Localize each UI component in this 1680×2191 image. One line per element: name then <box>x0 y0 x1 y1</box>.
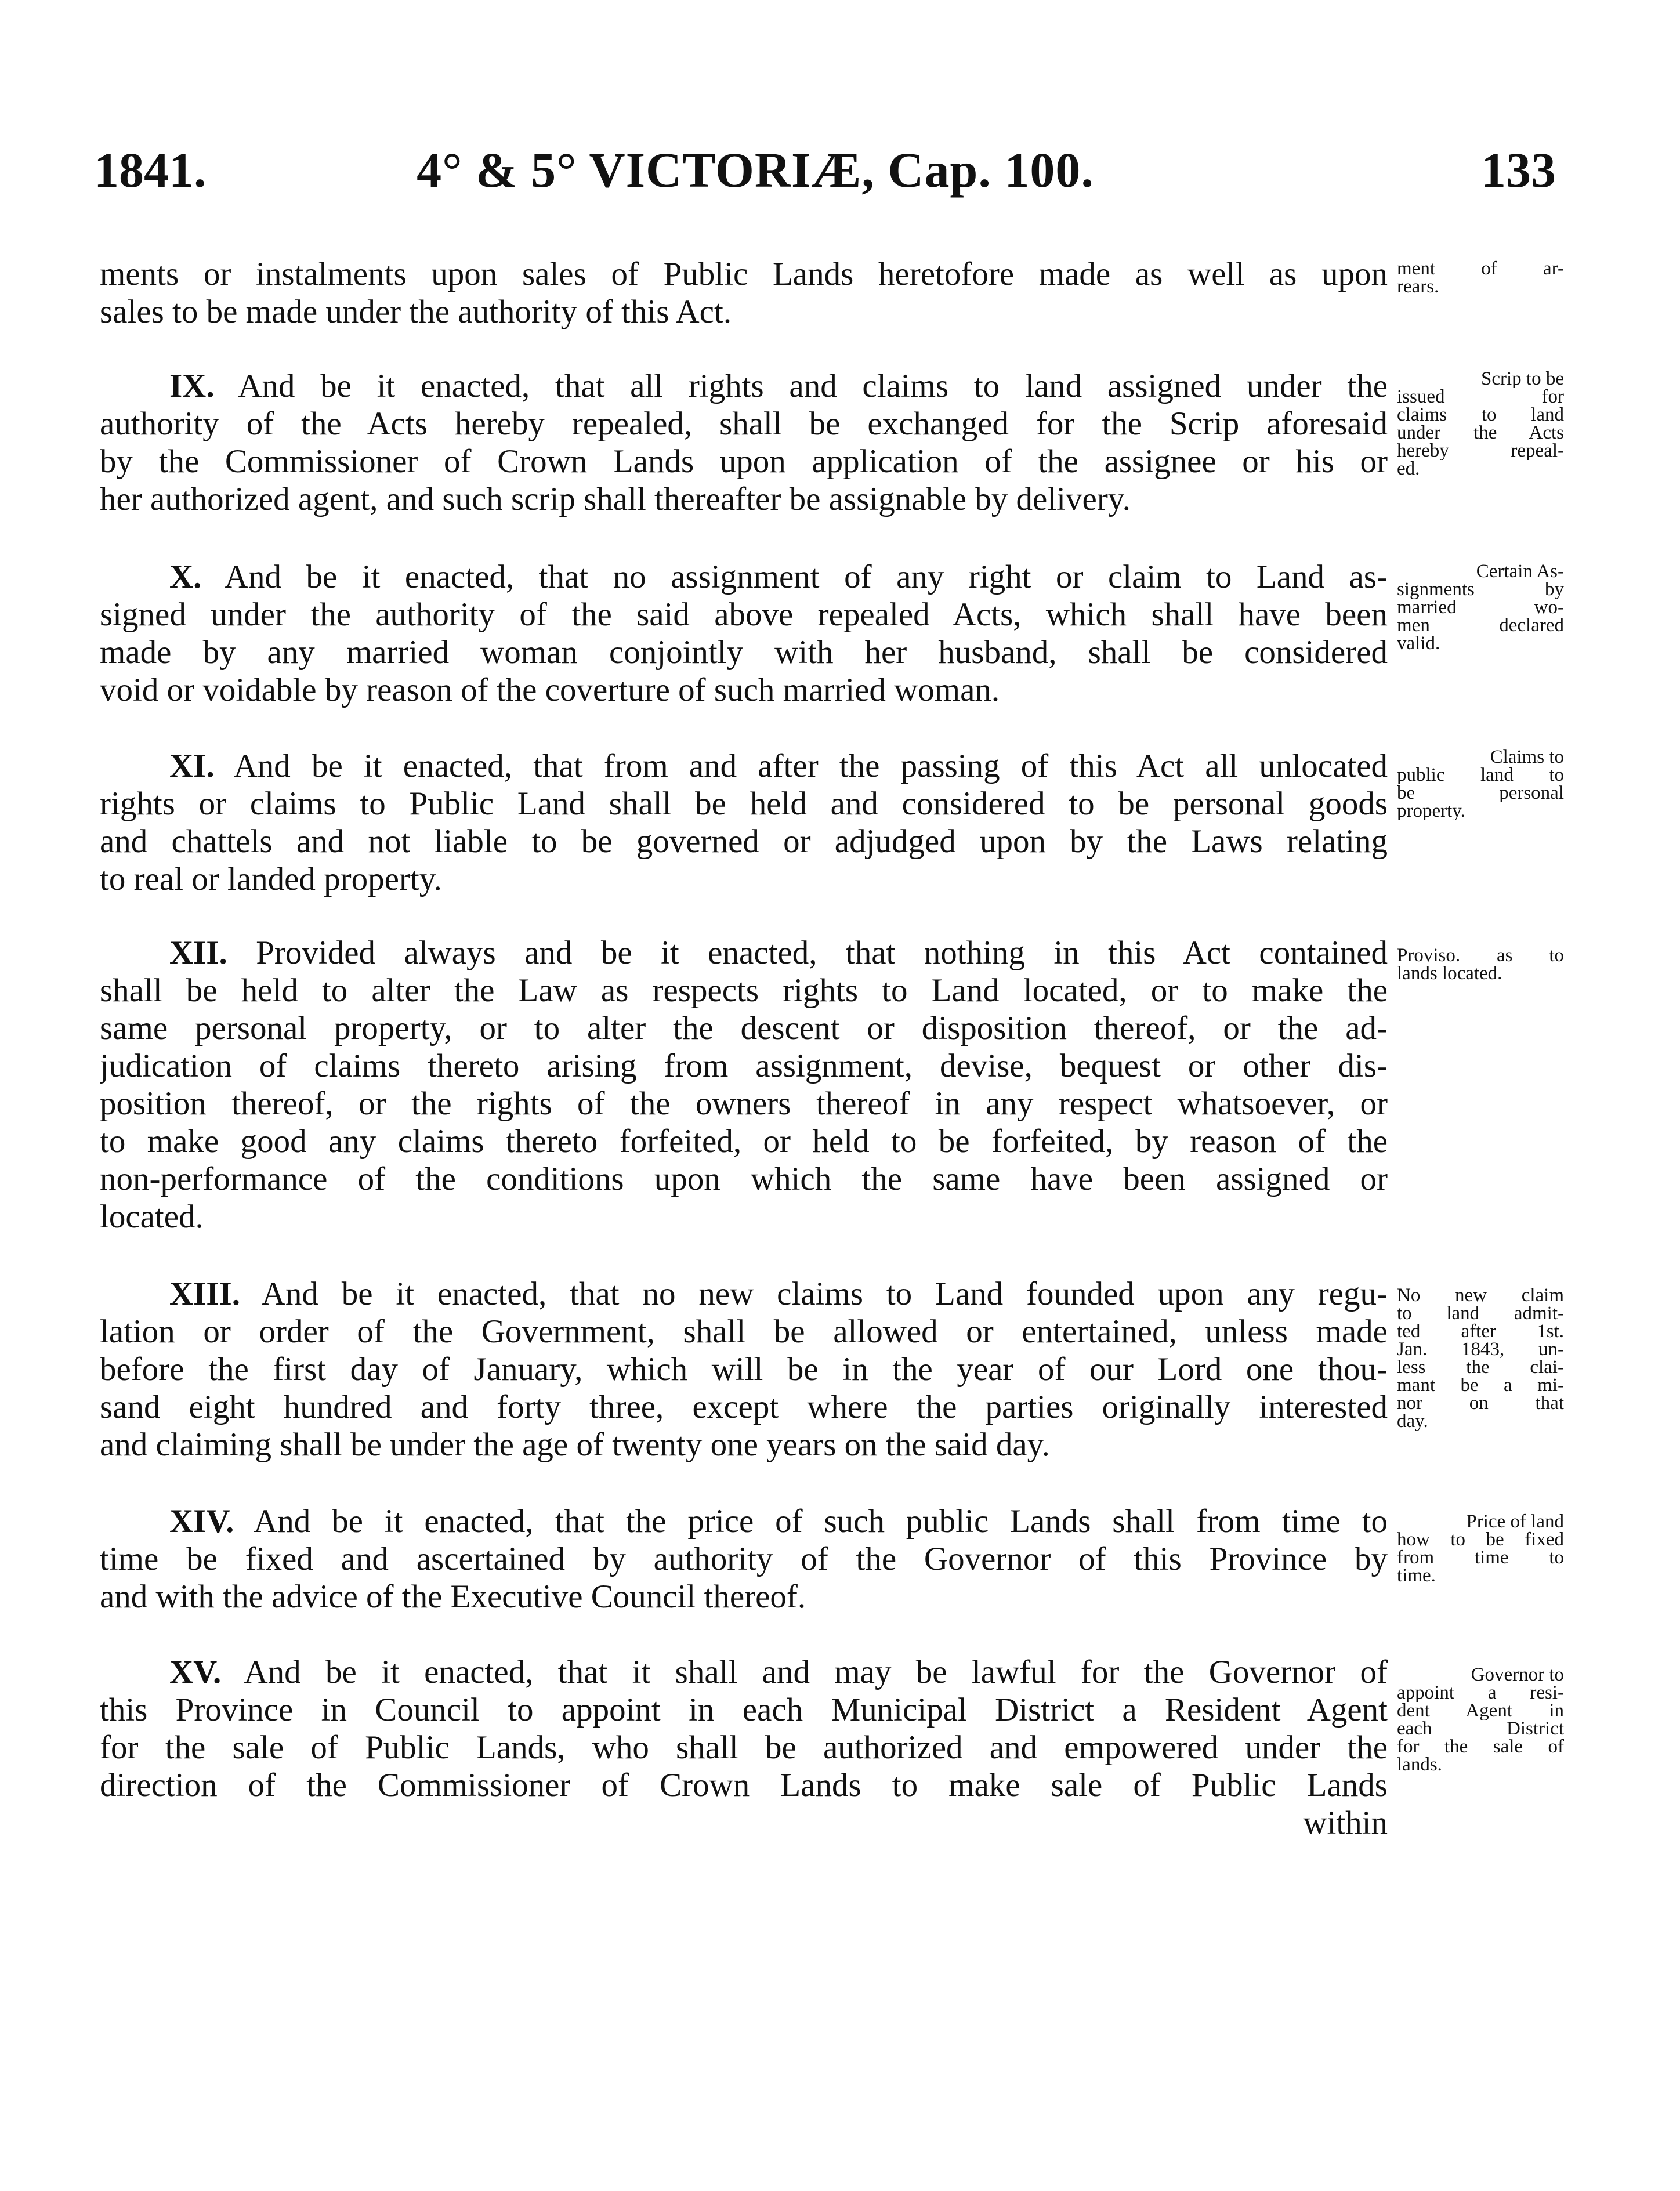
header-title: 4° & 5° VICTORIÆ, Cap. 100. <box>417 142 1094 198</box>
text-line: this Province in Council to appoint in each Municipal District a Resident Agent <box>100 1692 1388 1728</box>
note-line: married wo- <box>1397 599 1564 617</box>
text-line: XIV. And be it enacted, that the price of such public Lands shall from time to <box>169 1503 1388 1540</box>
note-line: under the Acts <box>1397 424 1564 442</box>
text-line: for the sale of Public Lands, who shall be authorized and empowered under the <box>100 1729 1388 1766</box>
section-numeral: X. <box>169 559 202 595</box>
running-header <box>94 138 1556 208</box>
note-line: issued for <box>1397 388 1564 406</box>
note-line: No new claim <box>1397 1287 1564 1305</box>
section-xiii <box>100 1275 1388 1464</box>
note-line: lands. <box>1397 1756 1442 1774</box>
note-line: time. <box>1397 1567 1436 1585</box>
note-line: valid. <box>1397 635 1440 653</box>
note-line: Certain As- <box>1476 563 1564 581</box>
note-line: mant be a mi- <box>1397 1377 1564 1395</box>
text-line: to make good any claims thereto forfeited, or held to be forfeited, by reason of the <box>100 1123 1388 1160</box>
text-line: signed under the authority of the said above repealed Acts, which shall have been <box>100 596 1388 633</box>
note-line: Claims to <box>1490 748 1564 766</box>
text-line: and with the advice of the Executive Council thereof. <box>100 1578 806 1615</box>
section-ix <box>100 367 1388 518</box>
margin-note-xii <box>1397 947 1564 983</box>
note-line: less the clai- <box>1397 1359 1564 1377</box>
continuation-paragraph <box>100 255 1388 331</box>
note-line: Price of land <box>1466 1513 1564 1531</box>
note-line: nor on that <box>1397 1395 1564 1413</box>
text-line: authority of the Acts hereby repealed, shall be exchanged for the Scrip aforesaid <box>100 405 1388 442</box>
note-line: property. <box>1397 802 1465 820</box>
section-xii <box>100 934 1388 1236</box>
note-line: rears. <box>1397 278 1439 296</box>
text-line: rights or claims to Public Land shall be held and considered to be personal goods <box>100 785 1388 822</box>
note-line: to land admit- <box>1397 1305 1564 1323</box>
text-line: judication of claims thereto arising from assignment, devise, bequest or other dis- <box>100 1048 1388 1084</box>
note-line: Governor to <box>1471 1666 1564 1684</box>
section-numeral: XIII. <box>169 1276 240 1312</box>
page-number: 133 <box>1481 142 1556 198</box>
note-line: Jan. 1843, un- <box>1397 1341 1564 1359</box>
text-line: non-performance of the conditions upon which the same have been assigned or <box>100 1161 1388 1197</box>
note-line: Proviso. as to <box>1397 947 1564 965</box>
section-numeral: XII. <box>169 935 227 971</box>
section-numeral: XV. <box>169 1654 222 1690</box>
note-line: ted after 1st. <box>1397 1323 1564 1341</box>
note-line: from time to <box>1397 1549 1564 1567</box>
note-line: hereby repeal- <box>1397 442 1564 460</box>
text-line: made by any married woman conjointly with her husband, shall be considered <box>100 634 1388 671</box>
section-x <box>100 558 1388 709</box>
text-line: position thereof, or the rights of the owners thereof in any respect whatsoever, or <box>100 1085 1388 1122</box>
text-line: void or voidable by reason of the coverture of such married woman. <box>100 672 1000 708</box>
note-line: Scrip to be <box>1481 370 1564 388</box>
note-line: how to be fixed <box>1397 1531 1564 1549</box>
text-line: by the Commissioner of Crown Lands upon application of the assignee or his or <box>100 443 1388 480</box>
margin-note-ix <box>1397 370 1564 478</box>
note-line: claims to land <box>1397 406 1564 424</box>
text-line: XII. Provided always and be it enacted, that nothing in this Act contained <box>169 935 1388 971</box>
note-line: each District <box>1397 1720 1564 1738</box>
text-line: to real or landed property. <box>100 861 442 897</box>
text-line: X. And be it enacted, that no assignment of any right or claim to Land as- <box>169 559 1388 595</box>
text-line: time be fixed and ascertained by authority of the Governor of this Province by <box>100 1541 1388 1577</box>
text-line: before the first day of January, which will be in the year of our Lord one thou- <box>100 1351 1388 1388</box>
note-line: men declared <box>1397 617 1564 635</box>
note-line: day. <box>1397 1413 1428 1431</box>
section-xi <box>100 747 1388 898</box>
text-line: located. <box>100 1198 204 1235</box>
section-xiv <box>100 1502 1388 1616</box>
note-line: dent Agent in <box>1397 1702 1564 1720</box>
section-numeral: XIV. <box>169 1503 234 1540</box>
text-line: XIII. And be it enacted, that no new claims to Land founded upon any regu- <box>169 1276 1388 1312</box>
text-line: lation or order of the Government, shall be allowed or entertained, unless made <box>100 1313 1388 1350</box>
margin-note-x <box>1397 563 1564 653</box>
margin-note-xi <box>1397 748 1564 820</box>
text-line: IX. And be it enacted, that all rights and claims to land assigned under the <box>169 368 1388 404</box>
text-line: her authorized agent, and such scrip shall thereafter be assignable by delivery. <box>100 481 1131 517</box>
text-line: shall be held to alter the Law as respects rights to Land located, or to make the <box>100 972 1388 1009</box>
section-xv <box>100 1653 1388 1842</box>
note-line: lands located. <box>1397 965 1502 983</box>
text-line: XI. And be it enacted, that from and after the passing of this Act all unlocated <box>169 748 1388 784</box>
header-year: 1841. <box>94 142 207 198</box>
text-line: and claiming shall be under the age of twenty one years on the said day. <box>100 1426 1050 1463</box>
text-line: XV. And be it enacted, that it shall and may be lawful for the Governor of <box>169 1654 1388 1690</box>
margin-note-xiii <box>1397 1287 1564 1431</box>
margin-note-arrears <box>1397 260 1564 296</box>
note-line: appoint a resi- <box>1397 1684 1564 1702</box>
margin-note-xiv <box>1397 1513 1564 1585</box>
note-line: be personal <box>1397 784 1564 802</box>
note-line: ed. <box>1397 460 1420 478</box>
text-line: same personal property, or to alter the descent or disposition thereof, or the ad- <box>100 1010 1388 1046</box>
text-line: and chattels and not liable to be governed or adjudged upon by the Laws relating <box>100 823 1388 860</box>
margin-note-xv <box>1397 1666 1564 1774</box>
text-line: direction of the Commissioner of Crown Lands to make sale of Public Lands <box>100 1767 1388 1803</box>
section-numeral: XI. <box>169 748 215 784</box>
section-numeral: IX. <box>169 368 215 404</box>
note-line: for the sale of <box>1397 1738 1564 1756</box>
catchword: within <box>1303 1805 1388 1841</box>
note-line: signments by <box>1397 581 1564 599</box>
text-line: sand eight hundred and forty three, except where the parties originally interested <box>100 1389 1388 1425</box>
note-line: public land to <box>1397 766 1564 784</box>
text-line: sales to be made under the authority of this Act. <box>100 294 732 330</box>
text-line: ments or instalments upon sales of Public Lands heretofore made as well as upon <box>100 256 1388 292</box>
note-line: ment of ar- <box>1397 260 1564 278</box>
